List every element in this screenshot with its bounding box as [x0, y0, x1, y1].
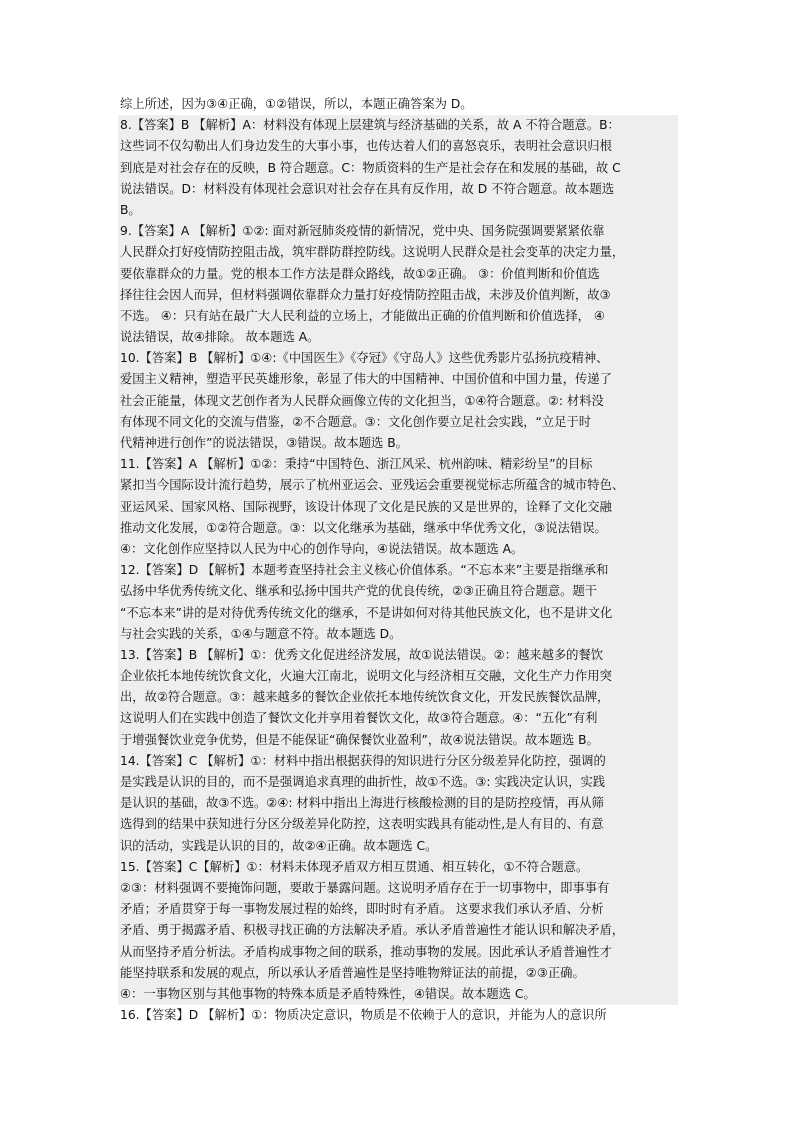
text-line: 能坚持联系和发展的观点，所以承认矛盾普遍性是坚持唯物辩证法的前提，②③正确。	[118, 963, 678, 984]
text-line: 与社会实践的关系，①④与题意不符。故本题选 D。	[118, 624, 678, 645]
text-line: 9.【答案】A 【解析】①②: 面对新冠肺炎疫情的新情况，党中央、国务院强调要紧紧依靠	[118, 221, 678, 242]
text-line: 紧扣当今国际设计流行趋势，展示了杭州亚运会、亚残运会重要视觉标志所蕴含的城市特色、	[118, 475, 678, 496]
text-line: ④：文化创作应坚持以人民为中心的创作导向，④说法错误。故本题选 A。	[118, 539, 678, 560]
document-body	[118, 94, 678, 1026]
text-line: 有体现不同文化的交流与借鉴，②不合题意。③：文化创作要立足社会实践，“立足于时	[118, 412, 678, 433]
text-line: 是认识的基础，故③不选。②④: 材料中指出上海进行核酸检测的目的是防控疫情，再从筛	[118, 793, 678, 814]
text-line: 到底是对社会存在的反映，B 符合题意。C：物质资料的生产是社会存在和发展的基础，故 C	[118, 158, 678, 179]
text-line: 13.【答案】B 【解析】①：优秀文化促进经济发展，故①说法错误。②：越来越多的餐饮	[118, 645, 678, 666]
text-line: 不选。 ④：只有站在最广大人民利益的立场上，才能做出正确的价值判断和价值选择， ④	[118, 306, 678, 327]
text-line: 这说明人们在实践中创造了餐饮文化并享用着餐饮文化，故③符合题意。④：“五化”有利	[118, 708, 678, 729]
text-line: 16.【答案】D 【解析】①：物质决定意识，物质是不依赖于人的意识，并能为人的意识所	[120, 1008, 607, 1023]
text-line: 于增强餐饮业竞争优势，但是不能保证“确保餐饮业盈利”，故④说法错误。故本题选 B。	[118, 730, 678, 751]
text-line: ②③：材料强调不要掩饰问题，要敢于暴露问题。这说明矛盾存在于一切事物中，即事事有	[118, 878, 678, 899]
text-line: 12.【答案】D 【解析】本题考查坚持社会主义核心价值体系。“不忘本来”主要是指继承和	[118, 560, 678, 581]
text-line: 8.【答案】B 【解析】A：材料没有体现上层建筑与经济基础的关系，故 A 不符合题意。B：	[118, 115, 678, 136]
text-line: 10.【答案】B 【解析】①④:《中国医生》《夺冠》《守岛人》这些优秀影片弘扬抗疫精神、	[118, 348, 678, 369]
text-line: 这些词不仅勾勒出人们身边发生的大事小事，也传达着人们的喜怒哀乐，表明社会意识归根	[118, 136, 678, 157]
text-line: 综上所述，因为③④正确，①②错误，所以，本题正确答案为 D。	[120, 97, 473, 111]
text-line: 企业依托本地传统饮食文化，火遍大江南北，说明文化与经济相互交融，文化生产力作用突	[118, 666, 678, 687]
text-line: 选得到的结果中获知进行分区分级差异化防控，这表明实践具有能动性,是人有目的、有意	[118, 814, 678, 835]
text-line: B。	[118, 200, 678, 221]
text-line: 识的活动，实践是认识的目的，故②④正确。故本题选 C。	[118, 836, 678, 857]
text-line: “不忘本来”讲的是对待优秀传统文化的继承，不是讲如何对待其他民族文化，也不是讲文化	[118, 603, 678, 624]
text-line: 社会正能量，体现文艺创作者为人民群众画像立传的文化担当，①④符合题意。②: 材料没	[118, 391, 678, 412]
text-line: 14.【答案】C 【解析】①：材料中指出根据获得的知识进行分区分级差异化防控，强调的	[118, 751, 678, 772]
text-line: 亚运风采、国家风格、国际视野，该设计体现了文化是民族的又是世界的，诠释了文化交融	[118, 497, 678, 518]
text-line: 15.【答案】C【解析】①：材料未体现矛盾双方相互贯通、相互转化，①不符合题意。	[118, 857, 678, 878]
text-line: 出，故②符合题意。③：越来越多的餐饮企业依托本地传统饮食文化，开发民族餐饮品牌，	[118, 687, 678, 708]
text-line: 择往往会因人而异，但材料强调依靠群众力量打好疫情防控阻击战，未涉及价值判断，故③	[118, 285, 678, 306]
text-line: 代精神进行创作”的说法错误，③错误。故本题选 B。	[118, 433, 678, 454]
text-line: 爱国主义精神，塑造平民英雄形象，彰显了伟大的中国精神、中国价值和中国力量，传递了	[118, 369, 678, 390]
text-line: 推动文化发展，①②符合题意。③：以文化继承为基础，继承中华优秀文化，③说法错误。	[118, 518, 678, 539]
text-line: 人民群众打好疫情防控阻击战，筑牢群防群控防线。这说明人民群众是社会变革的决定力量，	[118, 242, 678, 263]
text-line: 弘扬中华优秀传统文化、继承和弘扬中国共产党的优良传统，②③正确且符合题意。题干	[118, 581, 678, 602]
text-line: 矛盾、勇于揭露矛盾、积极寻找正确的方法解决矛盾。承认矛盾普遍性才能认识和解决矛盾，	[118, 920, 678, 941]
text-line: 11.【答案】A 【解析】①②：秉持“中国特色、浙江风采、杭州韵味、精彩纷呈”的目标	[118, 454, 678, 475]
text-line: 说法错误。D：材料没有体现社会意识对社会存在具有反作用，故 D 不符合题意。故本题选	[118, 179, 678, 200]
text-line: 说法错误，故④排除。 故本题选 A。	[118, 327, 678, 348]
text-line: 矛盾；矛盾贯穿于每一事物发展过程的始终，即时时有矛盾。 这要求我们承认矛盾、分析	[118, 899, 678, 920]
text-line: 要依靠群众的力量。党的根本工作方法是群众路线，故①②正确。 ③：价值判断和价值选	[118, 264, 678, 285]
text-line: ④：一事物区别与其他事物的特殊本质是矛盾特殊性，④错误。故本题选 C。	[118, 984, 678, 1005]
text-line: 是实践是认识的目的，而不是强调追求真理的曲折性，故①不选。③: 实践决定认识，实践	[118, 772, 678, 793]
text-line: 从而坚持矛盾分析法。矛盾构成事物之间的联系，推动事物的发展。因此承认矛盾普遍性才	[118, 942, 678, 963]
